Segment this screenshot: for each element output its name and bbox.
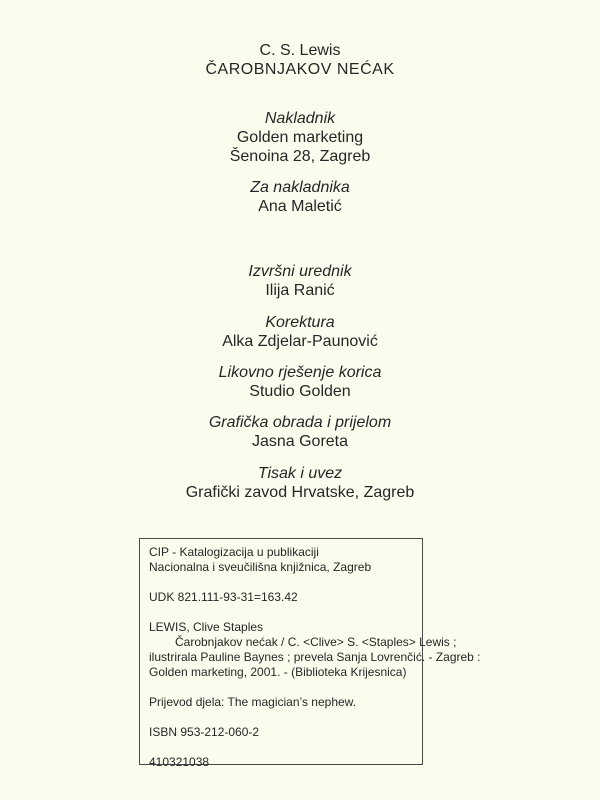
credit-executive-editor [0,262,600,300]
credit-printing [0,464,600,502]
credit-value: Golden marketing [236,129,364,146]
credit-role: Likovno rješenje korica [218,364,382,381]
cip-original-title: Prijevod djela: The magician’s nephew. [149,695,357,709]
credit-value: Ilija Ranić [265,282,335,299]
cip-gap [149,710,422,725]
cip-entry-line: Golden marketing, 2001. - (Biblioteka Krijesnica) [149,665,407,679]
cip-header-line: Nacionalna i sveučilišna knjižnica, Zagreb [149,560,372,574]
credit-publisher [0,109,600,166]
cip-entry-heading: LEWIS, Clive Staples [149,620,264,634]
credit-value: Studio Golden [249,383,351,400]
cip-header-line: CIP - Katalogizacija u publikaciji [149,545,319,559]
cip-gap [149,575,422,590]
credit-value: Alka Zdjelar-Paunović [222,333,378,350]
credit-layout [0,413,600,451]
credit-value: Jasna Goreta [251,433,349,450]
book-heading [0,41,600,79]
cip-gap [149,740,422,755]
credit-role: Nakladnik [264,110,336,127]
cip-record-number: 410321038 [149,755,210,769]
credit-value: Ana Maletić [258,198,342,215]
book-title: ČAROBNJAKOV NEĆAK [205,61,395,78]
credit-role: Korektura [265,314,335,331]
credit-role: Izvršni urednik [248,263,352,280]
credit-proofreading [0,313,600,351]
credit-role: Grafička obrada i prijelom [208,414,392,431]
credit-value: Šenoina 28, Zagreb [229,148,371,165]
cip-gap [149,605,422,620]
credit-cover-design [0,363,600,401]
credit-role: Za nakladnika [250,179,350,196]
cip-record-box [139,538,481,769]
cip-entry-line: ilustrirala Pauline Baynes ; prevela Sanja Lovrenčić. - Zagreb : [149,650,481,664]
credit-value: Grafički zavod Hrvatske, Zagreb [185,484,415,501]
cip-udk: UDK 821.111-93-31=163.42 [149,590,298,604]
cip-isbn: ISBN 953-212-060-2 [149,725,260,739]
credit-for-publisher [0,178,600,216]
cip-entry-line: Čarobnjakov nećak / C. <Clive> S. <Staples> Lewis ; [175,635,457,649]
cip-gap [149,680,422,695]
credit-role: Tisak i uvez [257,465,343,482]
author-name: C. S. Lewis [259,42,341,59]
